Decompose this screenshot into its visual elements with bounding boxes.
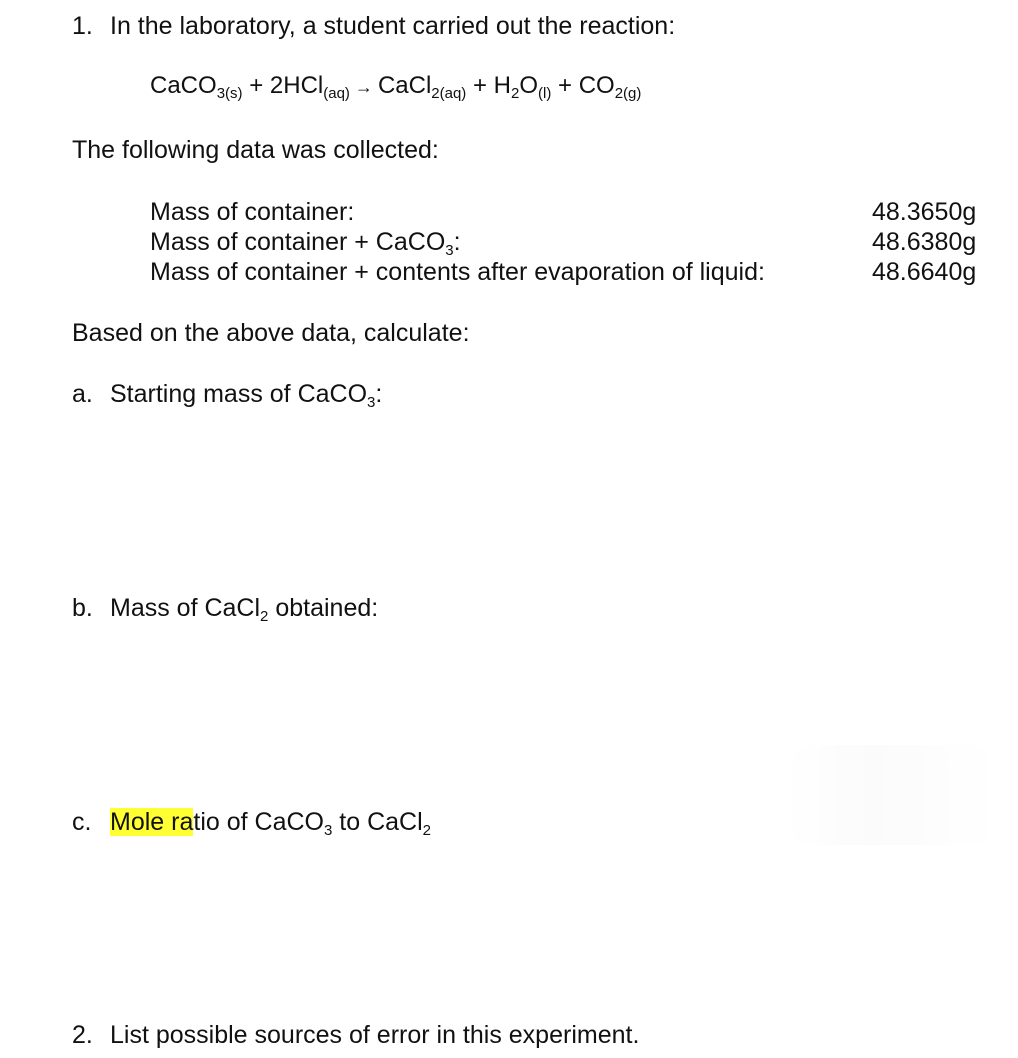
data-row-label-text: Mass of container + contents after evaporation of liquid: — [150, 258, 765, 286]
part-a — [72, 380, 382, 409]
data-row-label — [150, 198, 354, 227]
eq-product-3-state: 2(g) — [614, 85, 642, 102]
question-1-text: In the laboratory, a student carried out the reaction: — [110, 12, 676, 40]
question-2-number: 2. — [72, 1021, 93, 1049]
eq-product-3: + CO — [551, 72, 615, 99]
part-b-sub: 2 — [260, 608, 269, 625]
eq-product-2-o: O — [519, 72, 539, 99]
eq-arrow: → — [349, 77, 378, 97]
eq-product-1-state: 2(aq) — [431, 85, 467, 102]
part-c-text: tio of CaCO — [193, 808, 324, 836]
part-a-text: Starting mass of CaCO — [110, 380, 368, 408]
calc-intro: Based on the above data, calculate: — [72, 319, 470, 347]
eq-reactant-2-state: (aq) — [323, 85, 350, 102]
data-row-label-sub: 3 — [445, 242, 454, 259]
data-row-value: 48.3650g — [872, 198, 977, 226]
data-row-label-text: Mass of container: — [150, 198, 355, 226]
part-b-post: obtained: — [268, 594, 379, 622]
question-1 — [72, 12, 675, 41]
eq-reactant-1-state: 3(s) — [216, 85, 243, 102]
question-2-text: List possible sources of error in this experiment. — [110, 1021, 640, 1049]
part-c-highlight: Mole ra — [110, 808, 194, 836]
part-b-letter: b. — [72, 594, 93, 622]
part-c-sub-1: 3 — [323, 822, 333, 839]
eq-product-2-state: (l) — [538, 85, 552, 102]
data-intro: The following data was collected: — [72, 136, 439, 164]
part-a-letter: a. — [72, 380, 93, 408]
question-2 — [72, 1021, 639, 1050]
data-row-value: 48.6380g — [872, 228, 977, 256]
data-row-label-post: : — [453, 228, 461, 256]
eq-product-1: CaCl — [377, 72, 432, 99]
eq-reactant-1: CaCO — [150, 72, 217, 99]
part-a-sub: 3 — [367, 394, 376, 411]
data-row-label-text: Mass of container + CaCO — [150, 228, 446, 256]
part-c — [72, 808, 431, 837]
background-smudge — [785, 745, 1000, 845]
part-b — [72, 594, 378, 623]
data-row-label — [150, 228, 461, 257]
eq-product-2: + H — [466, 72, 511, 99]
data-row-label — [150, 258, 765, 287]
eq-product-2-sub: 2 — [511, 85, 520, 102]
eq-reactant-2: + 2HCl — [242, 72, 324, 99]
part-b-text: Mass of CaCl — [110, 594, 261, 622]
question-1-number: 1. — [72, 12, 93, 40]
part-c-sub-2: 2 — [422, 822, 431, 839]
part-a-post: : — [375, 380, 383, 408]
part-c-letter: c. — [72, 808, 92, 836]
data-row-value: 48.6640g — [872, 258, 977, 286]
part-c-mid: to CaCl — [332, 808, 423, 836]
reaction-equation — [150, 72, 641, 100]
